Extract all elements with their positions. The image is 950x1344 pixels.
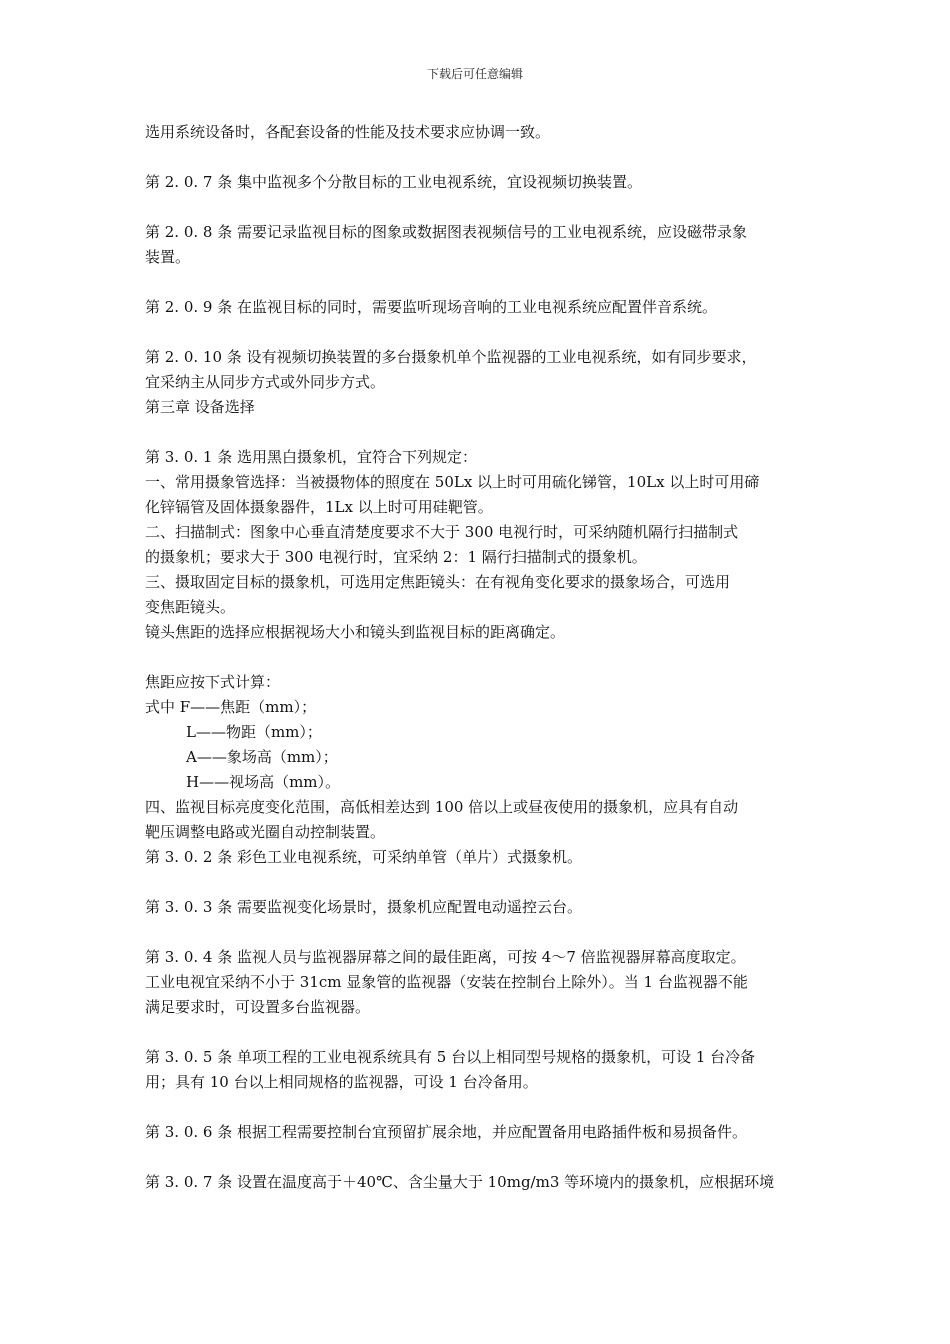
clause-3-0-5: 第 3. 0. 5 条 单项工程的工业电视系统具有 5 台以上相同型号规格的摄象机，可设 1 台冷备 (145, 1048, 756, 1066)
clause-2-0-7: 第 2. 0. 7 条 集中监视多个分散目标的工业电视系统，宜设视频切换装置。 (145, 173, 643, 191)
page-header: 下载后可任意编辑 (426, 67, 523, 81)
text-line: 选用系统设备时，各配套设备的性能及技术要求应协调一致。 (145, 123, 551, 141)
text-line: 三、摄取固定目标的摄象机，可选用定焦距镜头：在有视角变化要求的摄象场合，可选用 (145, 573, 731, 591)
text-line: 焦距应按下式计算： (145, 673, 281, 691)
clause-3-0-2: 第 3. 0. 2 条 彩色工业电视系统，可采纳单管（单片）式摄象机。 (145, 848, 583, 866)
text-line: 一、常用摄象管选择：当被摄物体的照度在 50Lx 以上时可用硫化锑管，10Lx 以上时可用碲 (145, 473, 760, 491)
chapter-heading: 第三章 设备选择 (145, 398, 255, 416)
text-line: 四、监视目标亮度变化范围，高低相差达到 100 倍以上或昼夜使用的摄象机，应具有自动 (145, 798, 739, 816)
clause-3-0-6: 第 3. 0. 6 条 根据工程需要控制台宜预留扩展余地，并应配置备用电路插件板和易损备件。 (145, 1123, 748, 1141)
text-line: 化锌镉管及固体摄象器件，1Lx 以上时可用硅靶管。 (145, 498, 493, 516)
clause-3-0-1: 第 3. 0. 1 条 选用黑白摄象机，宜符合下列规定： (145, 448, 478, 466)
clause-2-0-8: 第 2. 0. 8 条 需要记录监视目标的图象或数据图表视频信号的工业电视系统，应设磁带录象 (145, 223, 748, 241)
clause-2-0-9: 第 2. 0. 9 条 在监视目标的同时，需要监听现场音响的工业电视系统应配置伴音系统。 (145, 298, 718, 316)
clause-3-0-7: 第 3. 0. 7 条 设置在温度高于＋40℃、含尘量大于 10mg/m3 等环境内的摄象机，应根据环境 (145, 1173, 775, 1191)
text-line: 满足要求时，可设置多台监视器。 (145, 998, 371, 1016)
clause-3-0-4: 第 3. 0. 4 条 监视人员与监视器屏幕之间的最佳距离，可按 4～7 倍监视器屏幕高度取定。 (145, 948, 746, 966)
formula-legend-line: A——象场高（mm）； (186, 748, 338, 766)
text-line: 的摄象机；要求大于 300 电视行时，宜采纳 2：1 隔行扫描制式的摄象机。 (145, 548, 647, 566)
clause-3-0-3: 第 3. 0. 3 条 需要监视变化场景时，摄象机应配置电动遥控云台。 (145, 898, 583, 916)
formula-legend-line: L——物距（mm）； (186, 723, 322, 741)
text-line: 二、扫描制式：图象中心垂直清楚度要求不大于 300 电视行时，可采纳随机隔行扫描制式 (145, 523, 739, 541)
formula-legend-line: 式中 F——焦距（mm）； (145, 698, 317, 716)
text-line: 宜采纳主从同步方式或外同步方式。 (145, 373, 386, 391)
formula-legend-line: H——视场高（mm）。 (186, 773, 341, 791)
text-line: 镜头焦距的选择应根据视场大小和镜头到监视目标的距离确定。 (145, 623, 566, 641)
clause-2-0-10: 第 2. 0. 10 条 设有视频切换装置的多台摄象机单个监视器的工业电视系统，如有同步要求， (145, 348, 757, 366)
document-body (145, 120, 815, 1195)
text-line: 用；具有 10 台以上相同规格的监视器，可设 1 台冷备用。 (145, 1073, 538, 1091)
text-line: 变焦距镜头。 (145, 598, 236, 616)
text-line: 装置。 (145, 248, 191, 266)
text-line: 工业电视宜采纳不小于 31cm 显象管的监视器（安装在控制台上除外）。当 1 台监视器不能 (145, 973, 748, 991)
text-line: 靶压调整电路或光圈自动控制装置。 (145, 823, 386, 841)
